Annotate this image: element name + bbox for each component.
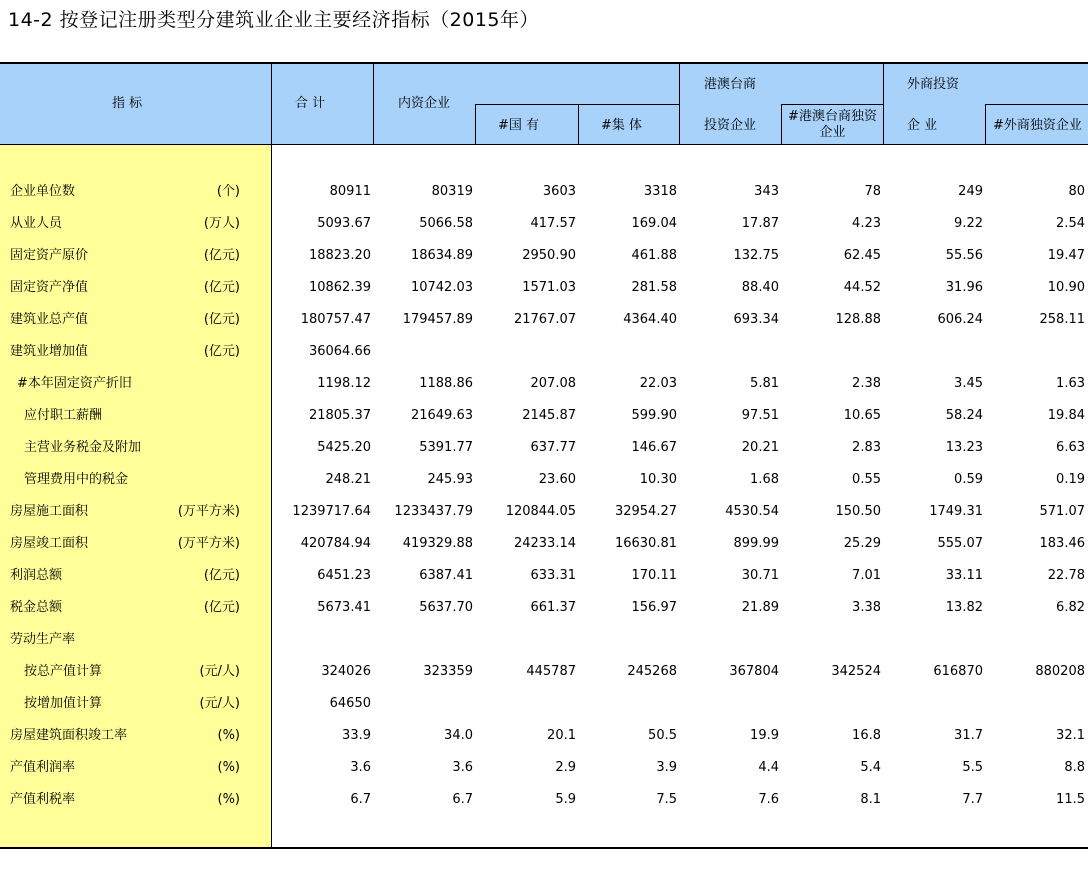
table-cell: 78: [864, 184, 881, 199]
table-cell: 6.82: [1056, 600, 1085, 615]
table-cell: 6387.41: [419, 568, 473, 583]
table-cell: 5.9: [555, 792, 576, 807]
table-cell: 80319: [431, 184, 473, 199]
header-foreign-sole: #外商独资企业: [993, 118, 1082, 133]
table-cell: 50.5: [648, 728, 677, 743]
table-cell: 323359: [423, 664, 473, 679]
table-cell: 343: [754, 184, 779, 199]
header-hkmt-bottom: 投资企业: [704, 118, 757, 133]
header-indicator: 指 标: [112, 96, 143, 111]
table-cell: 4.23: [852, 216, 881, 231]
table-row: [0, 406, 1088, 426]
table-cell: 36064.66: [308, 344, 371, 359]
table-cell: 4.4: [758, 760, 779, 775]
row-label: 建筑业总产值: [10, 312, 89, 327]
header-foreign-bottom: 企 业: [907, 118, 938, 133]
table-cell: 11.5: [1056, 792, 1085, 807]
table-cell: 34.0: [444, 728, 473, 743]
table-cell: 249: [958, 184, 983, 199]
row-unit: (%): [217, 760, 240, 775]
table-cell: 1571.03: [522, 280, 576, 295]
row-label: 固定资产净值: [10, 280, 89, 295]
table-cell: 899.99: [733, 536, 779, 551]
table-cell: 20.21: [741, 440, 779, 455]
table-cell: 0.19: [1056, 472, 1085, 487]
row-unit: (亿元): [203, 280, 240, 295]
table-cell: 6.7: [452, 792, 473, 807]
header-foreign-top: 外商投资: [907, 77, 960, 92]
table-cell: 10862.39: [308, 280, 371, 295]
table-cell: 80: [1068, 184, 1085, 199]
table-cell: 170.11: [631, 568, 677, 583]
table-row: [0, 726, 1088, 746]
table-cell: 606.24: [937, 312, 983, 327]
table-row: [0, 214, 1088, 234]
table-cell: 6.63: [1056, 440, 1085, 455]
table-cell: 3318: [643, 184, 677, 199]
row-label: #本年固定资产折旧: [17, 376, 132, 391]
table-cell: 33.11: [945, 568, 983, 583]
table-row: [0, 438, 1088, 458]
row-unit: (亿元): [203, 344, 240, 359]
table-cell: 10.65: [843, 408, 881, 423]
row-unit: (元/人): [199, 696, 240, 711]
table-cell: 7.01: [852, 568, 881, 583]
table-row: [0, 598, 1088, 618]
row-label: 利润总额: [10, 568, 63, 583]
table-cell: 248.21: [325, 472, 371, 487]
table-cell: 23.60: [538, 472, 576, 487]
table-cell: 146.67: [631, 440, 677, 455]
table-cell: 31.96: [945, 280, 983, 295]
row-unit: (万平方米): [177, 536, 240, 551]
table-row: [0, 758, 1088, 778]
table-row: [0, 534, 1088, 554]
table-cell: 3.45: [954, 376, 983, 391]
header-divider: [985, 104, 986, 144]
table-cell: 4530.54: [725, 504, 779, 519]
table-cell: 661.37: [530, 600, 576, 615]
row-label: 劳动生产率: [10, 632, 76, 647]
table-row: [0, 342, 1088, 362]
table-cell: 32.1: [1056, 728, 1085, 743]
table-cell: 6451.23: [317, 568, 371, 583]
header-divider: [883, 64, 884, 144]
table-cell: 3.9: [656, 760, 677, 775]
table-row: [0, 502, 1088, 522]
table-cell: 132.75: [733, 248, 779, 263]
table-cell: 1233437.79: [394, 504, 473, 519]
table-cell: 3.6: [452, 760, 473, 775]
table-cell: 5.4: [860, 760, 881, 775]
page-title: 14-2 按登记注册类型分建筑业企业主要经济指标（2015年）: [8, 9, 540, 31]
row-label: 房屋施工面积: [10, 504, 89, 519]
header-hkmt-sole-line1: #港澳台商独资: [788, 109, 877, 124]
table-cell: 5637.70: [419, 600, 473, 615]
table-cell: 245268: [627, 664, 677, 679]
table-cell: 179457.89: [402, 312, 473, 327]
table-cell: 571.07: [1039, 504, 1085, 519]
table-cell: 21805.37: [308, 408, 371, 423]
table-cell: 31.7: [954, 728, 983, 743]
table-cell: 24233.14: [513, 536, 576, 551]
table-cell: 258.11: [1039, 312, 1085, 327]
row-unit: (亿元): [203, 568, 240, 583]
table-bottom-rule: [0, 847, 1088, 849]
table-cell: 880208: [1035, 664, 1085, 679]
table-cell: 417.57: [530, 216, 576, 231]
row-unit: (万平方米): [177, 504, 240, 519]
row-label: 房屋竣工面积: [10, 536, 89, 551]
table-cell: 0.59: [954, 472, 983, 487]
table-cell: 599.90: [631, 408, 677, 423]
table-cell: 693.34: [733, 312, 779, 327]
table-cell: 6.7: [350, 792, 371, 807]
table-cell: 8.8: [1064, 760, 1085, 775]
table-cell: 19.9: [750, 728, 779, 743]
row-unit: (亿元): [203, 248, 240, 263]
table-cell: 33.9: [342, 728, 371, 743]
row-label: 建筑业增加值: [10, 344, 89, 359]
row-unit: (万人): [203, 216, 240, 231]
table-cell: 21.89: [741, 600, 779, 615]
table-cell: 64650: [329, 696, 371, 711]
header-state-owned: #国 有: [498, 118, 540, 133]
table-cell: 207.08: [530, 376, 576, 391]
table-cell: 3603: [542, 184, 576, 199]
table-cell: 16630.81: [614, 536, 677, 551]
table-row: [0, 662, 1088, 682]
table-cell: 5391.77: [419, 440, 473, 455]
table-cell: 5.5: [962, 760, 983, 775]
table-cell: 25.29: [843, 536, 881, 551]
table-cell: 1.63: [1056, 376, 1085, 391]
table-cell: 2145.87: [522, 408, 576, 423]
table-cell: 80911: [329, 184, 371, 199]
row-label: 应付职工薪酬: [24, 408, 103, 423]
table-cell: 1749.31: [929, 504, 983, 519]
table-cell: 633.31: [530, 568, 576, 583]
table-cell: 281.58: [631, 280, 677, 295]
row-label: 企业单位数: [10, 184, 76, 199]
row-label: 税金总额: [10, 600, 63, 615]
table-cell: 120844.05: [505, 504, 576, 519]
table-cell: 10.90: [1047, 280, 1085, 295]
table-cell: 5425.20: [317, 440, 371, 455]
row-unit: (%): [217, 728, 240, 743]
table-cell: 169.04: [631, 216, 677, 231]
table-cell: 20.1: [547, 728, 576, 743]
table-cell: 2.54: [1056, 216, 1085, 231]
row-unit: (亿元): [203, 312, 240, 327]
table-cell: 16.8: [852, 728, 881, 743]
table-cell: 3.6: [350, 760, 371, 775]
row-unit: (元/人): [199, 664, 240, 679]
row-unit: (亿元): [203, 600, 240, 615]
header-total: 合 计: [295, 96, 326, 111]
table-row: [0, 566, 1088, 586]
row-label: 房屋建筑面积竣工率: [10, 728, 128, 743]
table-row: [0, 630, 1088, 650]
table-cell: 5673.41: [317, 600, 371, 615]
table-cell: 4364.40: [623, 312, 677, 327]
header-bottom-rule: [0, 144, 1088, 145]
table-cell: 10742.03: [410, 280, 473, 295]
table-cell: 19.84: [1047, 408, 1085, 423]
table-cell: 32954.27: [614, 504, 677, 519]
header-divider: [475, 104, 476, 144]
table-row: [0, 310, 1088, 330]
table-cell: 420784.94: [300, 536, 371, 551]
table-row: [0, 278, 1088, 298]
table-cell: 367804: [729, 664, 779, 679]
header-hkmt-top: 港澳台商: [704, 77, 757, 92]
table-cell: 445787: [526, 664, 576, 679]
table-cell: 7.7: [962, 792, 983, 807]
row-label: 从业人员: [10, 216, 63, 231]
table-cell: 2.9: [555, 760, 576, 775]
table-cell: 58.24: [945, 408, 983, 423]
table-cell: 637.77: [530, 440, 576, 455]
table-cell: 616870: [933, 664, 983, 679]
header-domestic: 内资企业: [398, 96, 451, 111]
table-cell: 150.50: [835, 504, 881, 519]
header-sub-rule-foreign: [985, 104, 1088, 105]
row-label: 按总产值计算: [24, 664, 103, 679]
row-unit: (个): [216, 184, 240, 199]
table-cell: 2950.90: [522, 248, 576, 263]
row-label: 管理费用中的税金: [24, 472, 129, 487]
table-cell: 419329.88: [402, 536, 473, 551]
header-divider: [578, 104, 579, 144]
header-divider: [373, 64, 374, 144]
table-cell: 183.46: [1039, 536, 1085, 551]
table-cell: 3.38: [852, 600, 881, 615]
header-hkmt-sole-line2: 企业: [819, 125, 846, 140]
table-row: [0, 790, 1088, 810]
table-row: [0, 374, 1088, 394]
row-label: 按增加值计算: [24, 696, 103, 711]
table-cell: 21767.07: [513, 312, 576, 327]
table-cell: 62.45: [843, 248, 881, 263]
table-cell: 22.03: [639, 376, 677, 391]
row-label: 主营业务税金及附加: [24, 440, 142, 455]
table-cell: 324026: [321, 664, 371, 679]
table-cell: 2.83: [852, 440, 881, 455]
table-cell: 342524: [831, 664, 881, 679]
table-row: [0, 694, 1088, 714]
table-cell: 13.23: [945, 440, 983, 455]
table-cell: 13.82: [945, 600, 983, 615]
table-cell: 7.5: [656, 792, 677, 807]
table-cell: 128.88: [835, 312, 881, 327]
table-cell: 1188.86: [419, 376, 473, 391]
table-cell: 1.68: [750, 472, 779, 487]
table-row: [0, 246, 1088, 266]
table-cell: 5.81: [750, 376, 779, 391]
row-label: 产值利润率: [10, 760, 76, 775]
table-cell: 7.6: [758, 792, 779, 807]
table-cell: 18634.89: [410, 248, 473, 263]
table-cell: 10.30: [639, 472, 677, 487]
table-cell: 30.71: [741, 568, 779, 583]
table-cell: 5066.58: [419, 216, 473, 231]
header-sub-rule-hkmt: [781, 104, 884, 105]
table-cell: 88.40: [741, 280, 779, 295]
table-cell: 9.22: [954, 216, 983, 231]
table-cell: 8.1: [860, 792, 881, 807]
table-cell: 97.51: [741, 408, 779, 423]
table-cell: 156.97: [631, 600, 677, 615]
header-divider: [679, 64, 680, 144]
header-collective: #集 体: [601, 118, 643, 133]
table-cell: 17.87: [741, 216, 779, 231]
table-row: [0, 470, 1088, 490]
table-cell: 1198.12: [317, 376, 371, 391]
table-cell: 22.78: [1047, 568, 1085, 583]
table-cell: 55.56: [945, 248, 983, 263]
table-cell: 461.88: [631, 248, 677, 263]
table-cell: 555.07: [937, 536, 983, 551]
table-cell: 18823.20: [308, 248, 371, 263]
table-cell: 19.47: [1047, 248, 1085, 263]
row-unit: (%): [217, 792, 240, 807]
table-cell: 44.52: [843, 280, 881, 295]
table-cell: 5093.67: [317, 216, 371, 231]
table-cell: 245.93: [427, 472, 473, 487]
table-cell: 0.55: [852, 472, 881, 487]
row-label: 固定资产原价: [10, 248, 89, 263]
table-cell: 180757.47: [300, 312, 371, 327]
table-cell: 21649.63: [410, 408, 473, 423]
table-cell: 2.38: [852, 376, 881, 391]
table-row: [0, 182, 1088, 202]
table-cell: 1239717.64: [292, 504, 371, 519]
row-label: 产值利税率: [10, 792, 76, 807]
